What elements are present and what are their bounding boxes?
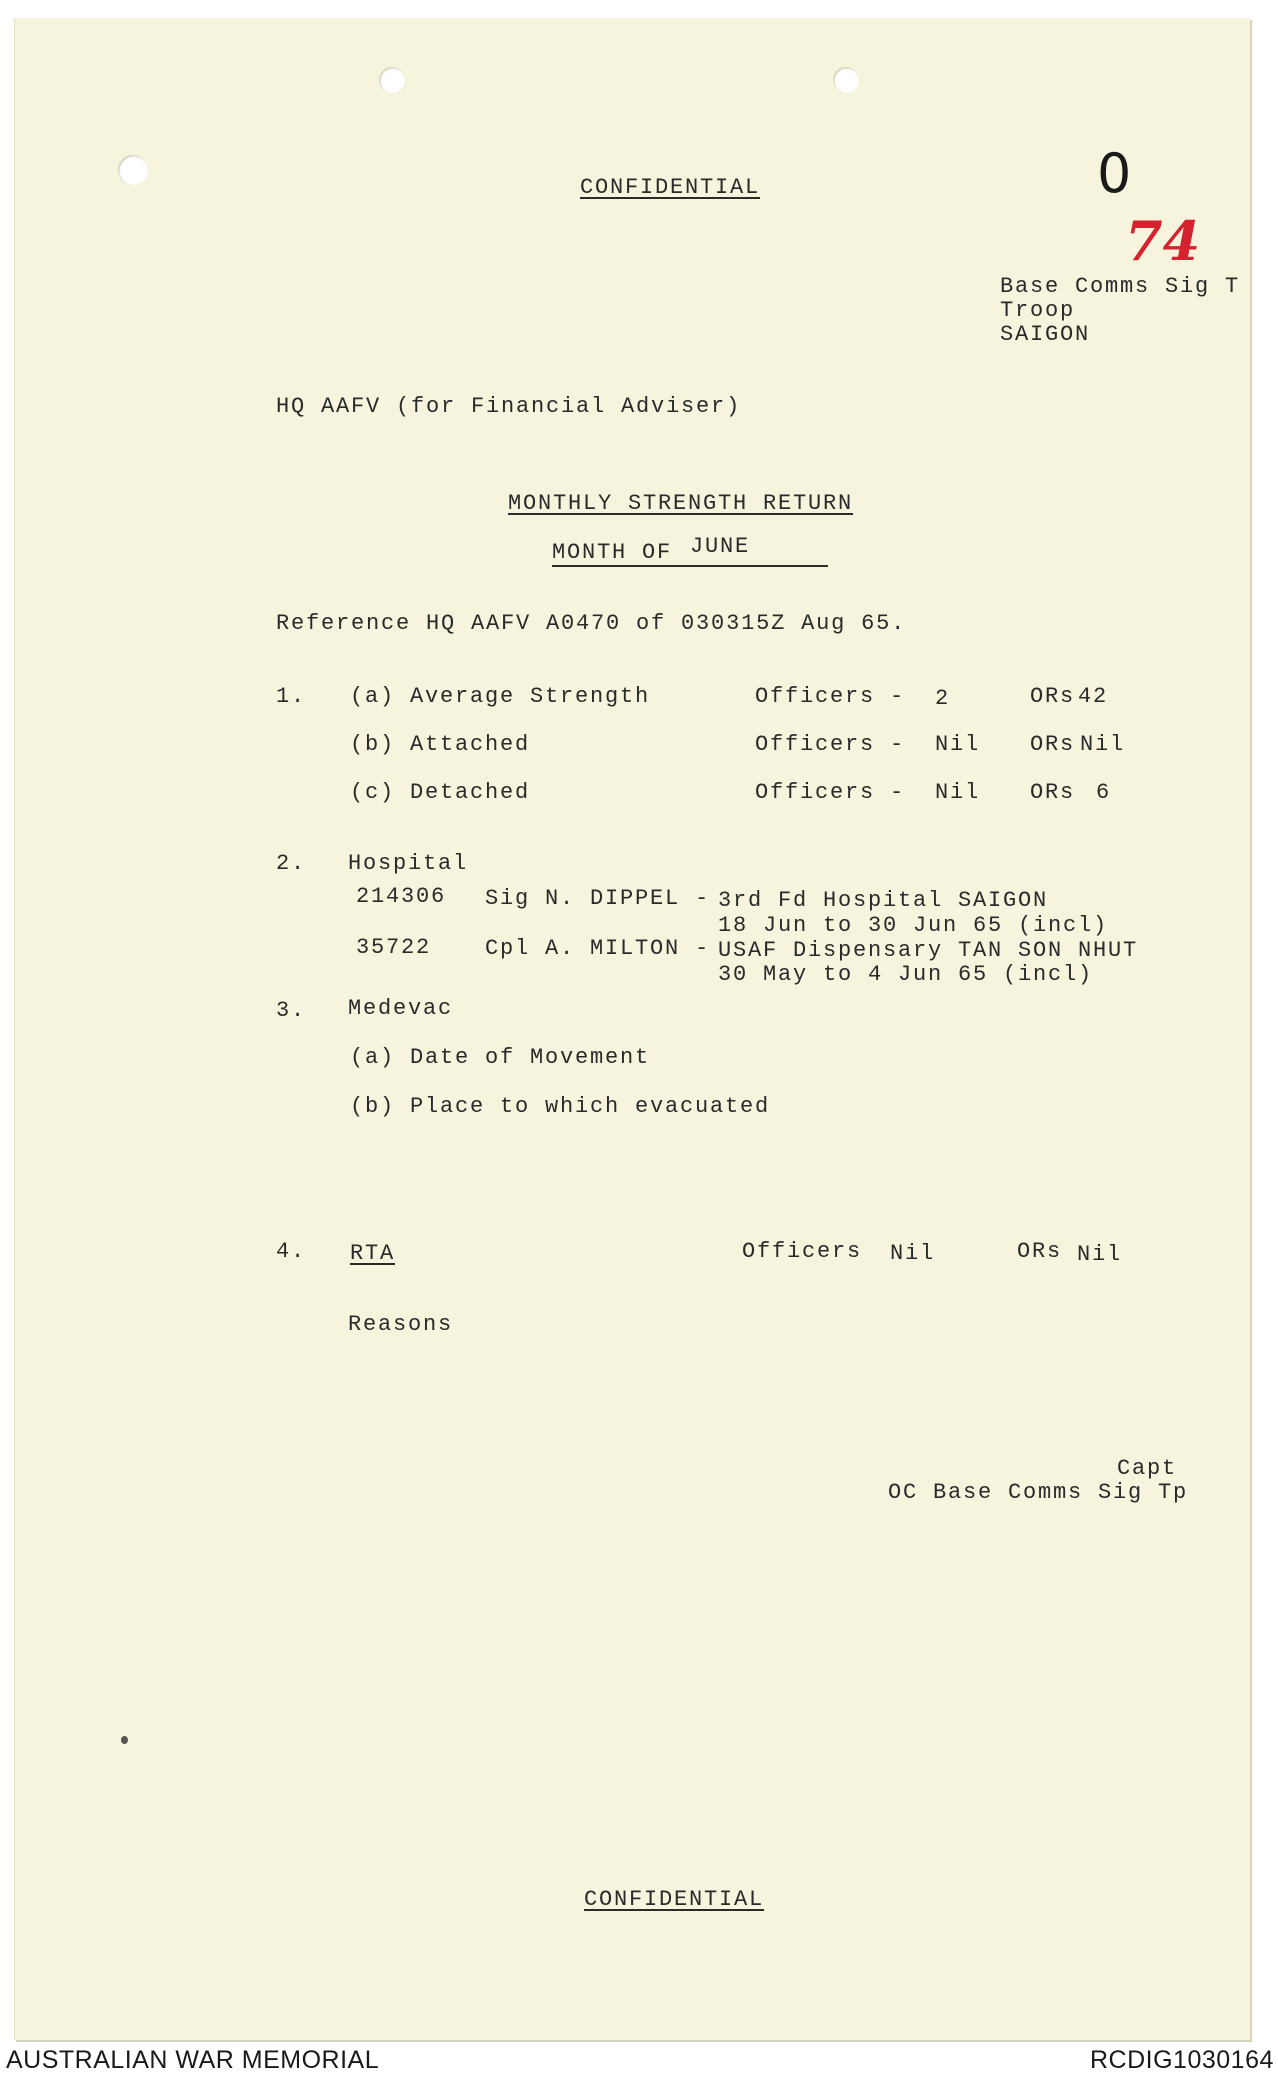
month-value: JUNE [690,534,751,559]
row-a-ors-value: 42 [1078,684,1109,709]
rta-ors-label: ORs [1017,1239,1063,1264]
section-2-number: 2. [276,851,307,876]
row-a-label: (a) Average Strength [350,684,651,709]
signatory-appointment: OC Base Comms Sig Tp [888,1480,1189,1505]
medevac-date-of-movement: (a) Date of Movement [350,1045,651,1070]
rta-reasons-label: Reasons [348,1312,454,1337]
hospital-entry-2-service-no: 35722 [356,935,432,960]
section-3-heading: Medevac [348,996,454,1021]
hospital-entry-1-place: 3rd Fd Hospital SAIGON [718,888,1049,913]
sender-unit-line2: Troop [1000,298,1076,323]
row-c-officers-label: Officers - [755,780,906,805]
section-4-number: 4. [276,1239,307,1264]
hospital-entry-1-dates: 18 Jun to 30 Jun 65 (incl) [718,913,1109,938]
rta-officers-label: Officers [742,1239,863,1264]
row-a-ors-label: ORs [1030,684,1076,709]
row-a-officers-value: 2 [935,686,951,711]
section-4-heading: RTA [350,1241,396,1266]
classification-top: CONFIDENTIAL [580,175,761,200]
hospital-entry-2-name: Cpl A. MILTON - [485,936,711,961]
row-b-ors-value: Nil [1080,732,1126,757]
month-underline [552,565,828,567]
ink-dot [121,1736,128,1744]
row-c-ors-value: 6 [1096,780,1112,805]
handwritten-folio-red: 74 [1125,209,1201,273]
row-b-label: (b) Attached [350,732,531,757]
row-c-officers-value: Nil [935,780,981,805]
section-3-number: 3. [276,998,307,1023]
row-c-label: (c) Detached [350,780,531,805]
punch-hole [118,155,148,185]
classification-bottom: CONFIDENTIAL [584,1887,765,1912]
archive-item-id: RCDIG1030164 [1090,2046,1274,2074]
return-title: MONTHLY STRENGTH RETURN [508,491,854,516]
sender-unit-line3: SAIGON [1000,322,1091,347]
hospital-entry-2-dates: 30 May to 4 Jun 65 (incl) [718,962,1094,987]
punch-hole [379,67,405,93]
rta-ors-value: Nil [1077,1242,1123,1267]
section-1-number: 1. [276,684,307,709]
month-label: MONTH OF [552,540,673,565]
archive-institution: AUSTRALIAN WAR MEMORIAL [6,2046,380,2074]
punch-hole [833,67,859,93]
row-b-officers-value: Nil [935,732,981,757]
row-b-ors-label: ORs [1030,732,1076,757]
medevac-place-evacuated: (b) Place to which evacuated [350,1094,771,1119]
sender-unit-line1: Base Comms Sig T [1000,274,1241,299]
reference-line: Reference HQ AAFV A0470 of 030315Z Aug 65. [276,611,907,636]
signatory-rank: Capt [1117,1456,1178,1481]
row-c-ors-label: ORs [1030,780,1076,805]
handwritten-folio-black: 0 [1097,142,1132,205]
row-a-officers-label: Officers - [755,684,906,709]
rta-officers-value: Nil [890,1241,936,1266]
row-b-officers-label: Officers - [755,732,906,757]
hospital-entry-1-name: Sig N. DIPPEL - [485,886,711,911]
hospital-entry-2-place: USAF Dispensary TAN SON NHUT [718,938,1139,963]
hospital-entry-1-service-no: 214306 [356,884,447,909]
section-2-heading: Hospital [348,851,469,876]
addressee: HQ AAFV (for Financial Adviser) [276,394,742,419]
